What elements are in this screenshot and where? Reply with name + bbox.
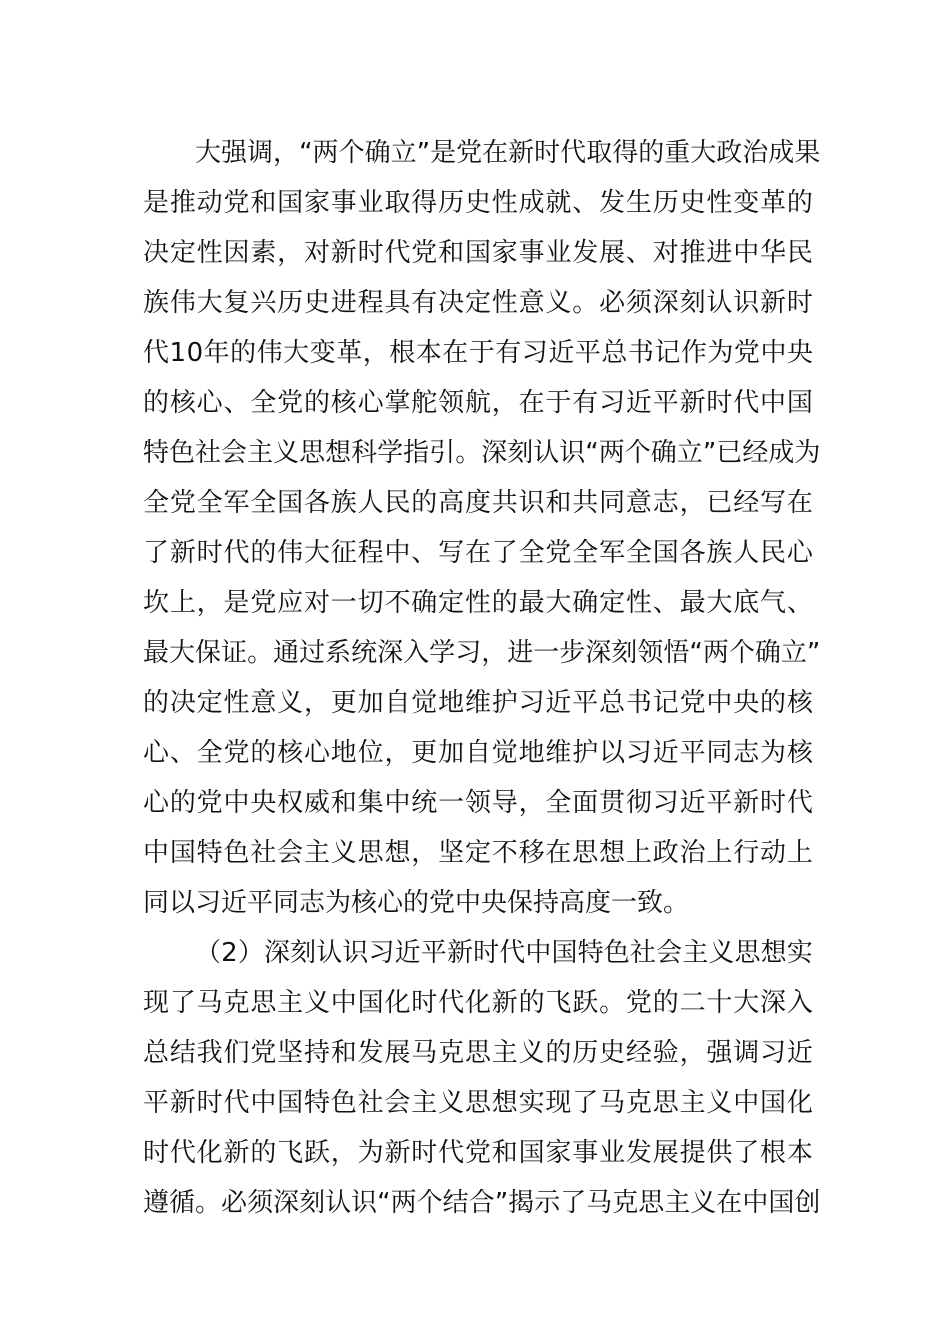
text-line: 心 、 全 党 的 核 心 地 位 ， 更 加 自 觉 地 维 护 以 习 近 平 同 志 为 核 [143,738,813,768]
text-line: 代 1 0 年 的 伟 大 变 革 ， 根 本 在 于 有 习 近 平 总 书 记 作 为 党 中 央 [143,338,813,368]
text-line: 全 党 全 军 全 国 各 族 人 民 的 高 度 共 识 和 共 同 意 志 ， 已 经 写 在 [143,488,813,518]
text-line: 中 国 特 色 社 会 主 义 思 想 ， 坚 定 不 移 在 思 想 上 政 治 上 行 动 上 [143,838,813,868]
text-line: 特 色 社 会 主 义 思 想 科 学 指 引 。 深 刻 认 识 “ 两 个 确 立 ” 已 经 成 为 [143,438,821,468]
text-line: 时 代 化 新 的 飞 跃 ， 为 新 时 代 党 和 国 家 事 业 发 展 提 供 了 根 本 [143,1138,813,1168]
text-line: （ 2 ） 深 刻 认 识 习 近 平 新 时 代 中 国 特 色 社 会 主 义 思 想 实 [195,938,813,968]
text-line: 大 强 调 ， “ 两 个 确 立 ” 是 党 在 新 时 代 取 得 的 重 大 政 治 成 果 [195,138,821,168]
text-line: 总 结 我 们 党 坚 持 和 发 展 马 克 思 主 义 的 历 史 经 验 ， 强 调 习 近 [143,1038,813,1068]
text-line: 族 伟 大 复 兴 历 史 进 程 具 有 决 定 性 意 义 。 必 须 深 刻 认 识 新 时 [143,288,813,318]
text-line: 现 了 马 克 思 主 义 中 国 化 时 代 化 新 的 飞 跃 。 党 的 二 十 大 深 入 [143,988,813,1018]
text-line: 是 推 动 党 和 国 家 事 业 取 得 历 史 性 成 就 、 发 生 历 史 性 变 革 的 [143,188,813,218]
text-line: 了 新 时 代 的 伟 大 征 程 中 、 写 在 了 全 党 全 军 全 国 各 族 人 民 心 [143,538,813,568]
text-line: 最 大 保 证 。 通 过 系 统 深 入 学 习 ， 进 一 步 深 刻 领 悟 “ 两 个 确 立 ” [143,638,821,668]
text-line: 的 决 定 性 意 义 ， 更 加 自 觉 地 维 护 习 近 平 总 书 记 党 中 央 的 核 [143,688,813,718]
text-line: 心 的 党 中 央 权 威 和 集 中 统 一 领 导 ， 全 面 贯 彻 习 近 平 新 时 代 [143,788,813,818]
text-line: 同以习近平同志为核心的党中央保持高度一致。 [143,888,690,918]
text-line: 决 定 性 因 素 ， 对 新 时 代 党 和 国 家 事 业 发 展 、 对 推 进 中 华 民 [143,238,813,268]
text-line: 的 核 心 、 全 党 的 核 心 掌 舵 领 航 ， 在 于 有 习 近 平 新 时 代 中 国 [143,388,813,418]
text-line: 遵 循 。 必 须 深 刻 认 识 “ 两 个 结 合 ” 揭 示 了 马 克 思 主 义 在 中 国 创 [143,1188,821,1218]
text-line: 坎 上 ， 是 党 应 对 一 切 不 确 定 性 的 最 大 确 定 性 、 最 大 底 气 、 [143,588,813,618]
text-line: 平 新 时 代 中 国 特 色 社 会 主 义 思 想 实 现 了 马 克 思 主 义 中 国 化 [143,1088,813,1118]
body-text [143,128,821,1228]
